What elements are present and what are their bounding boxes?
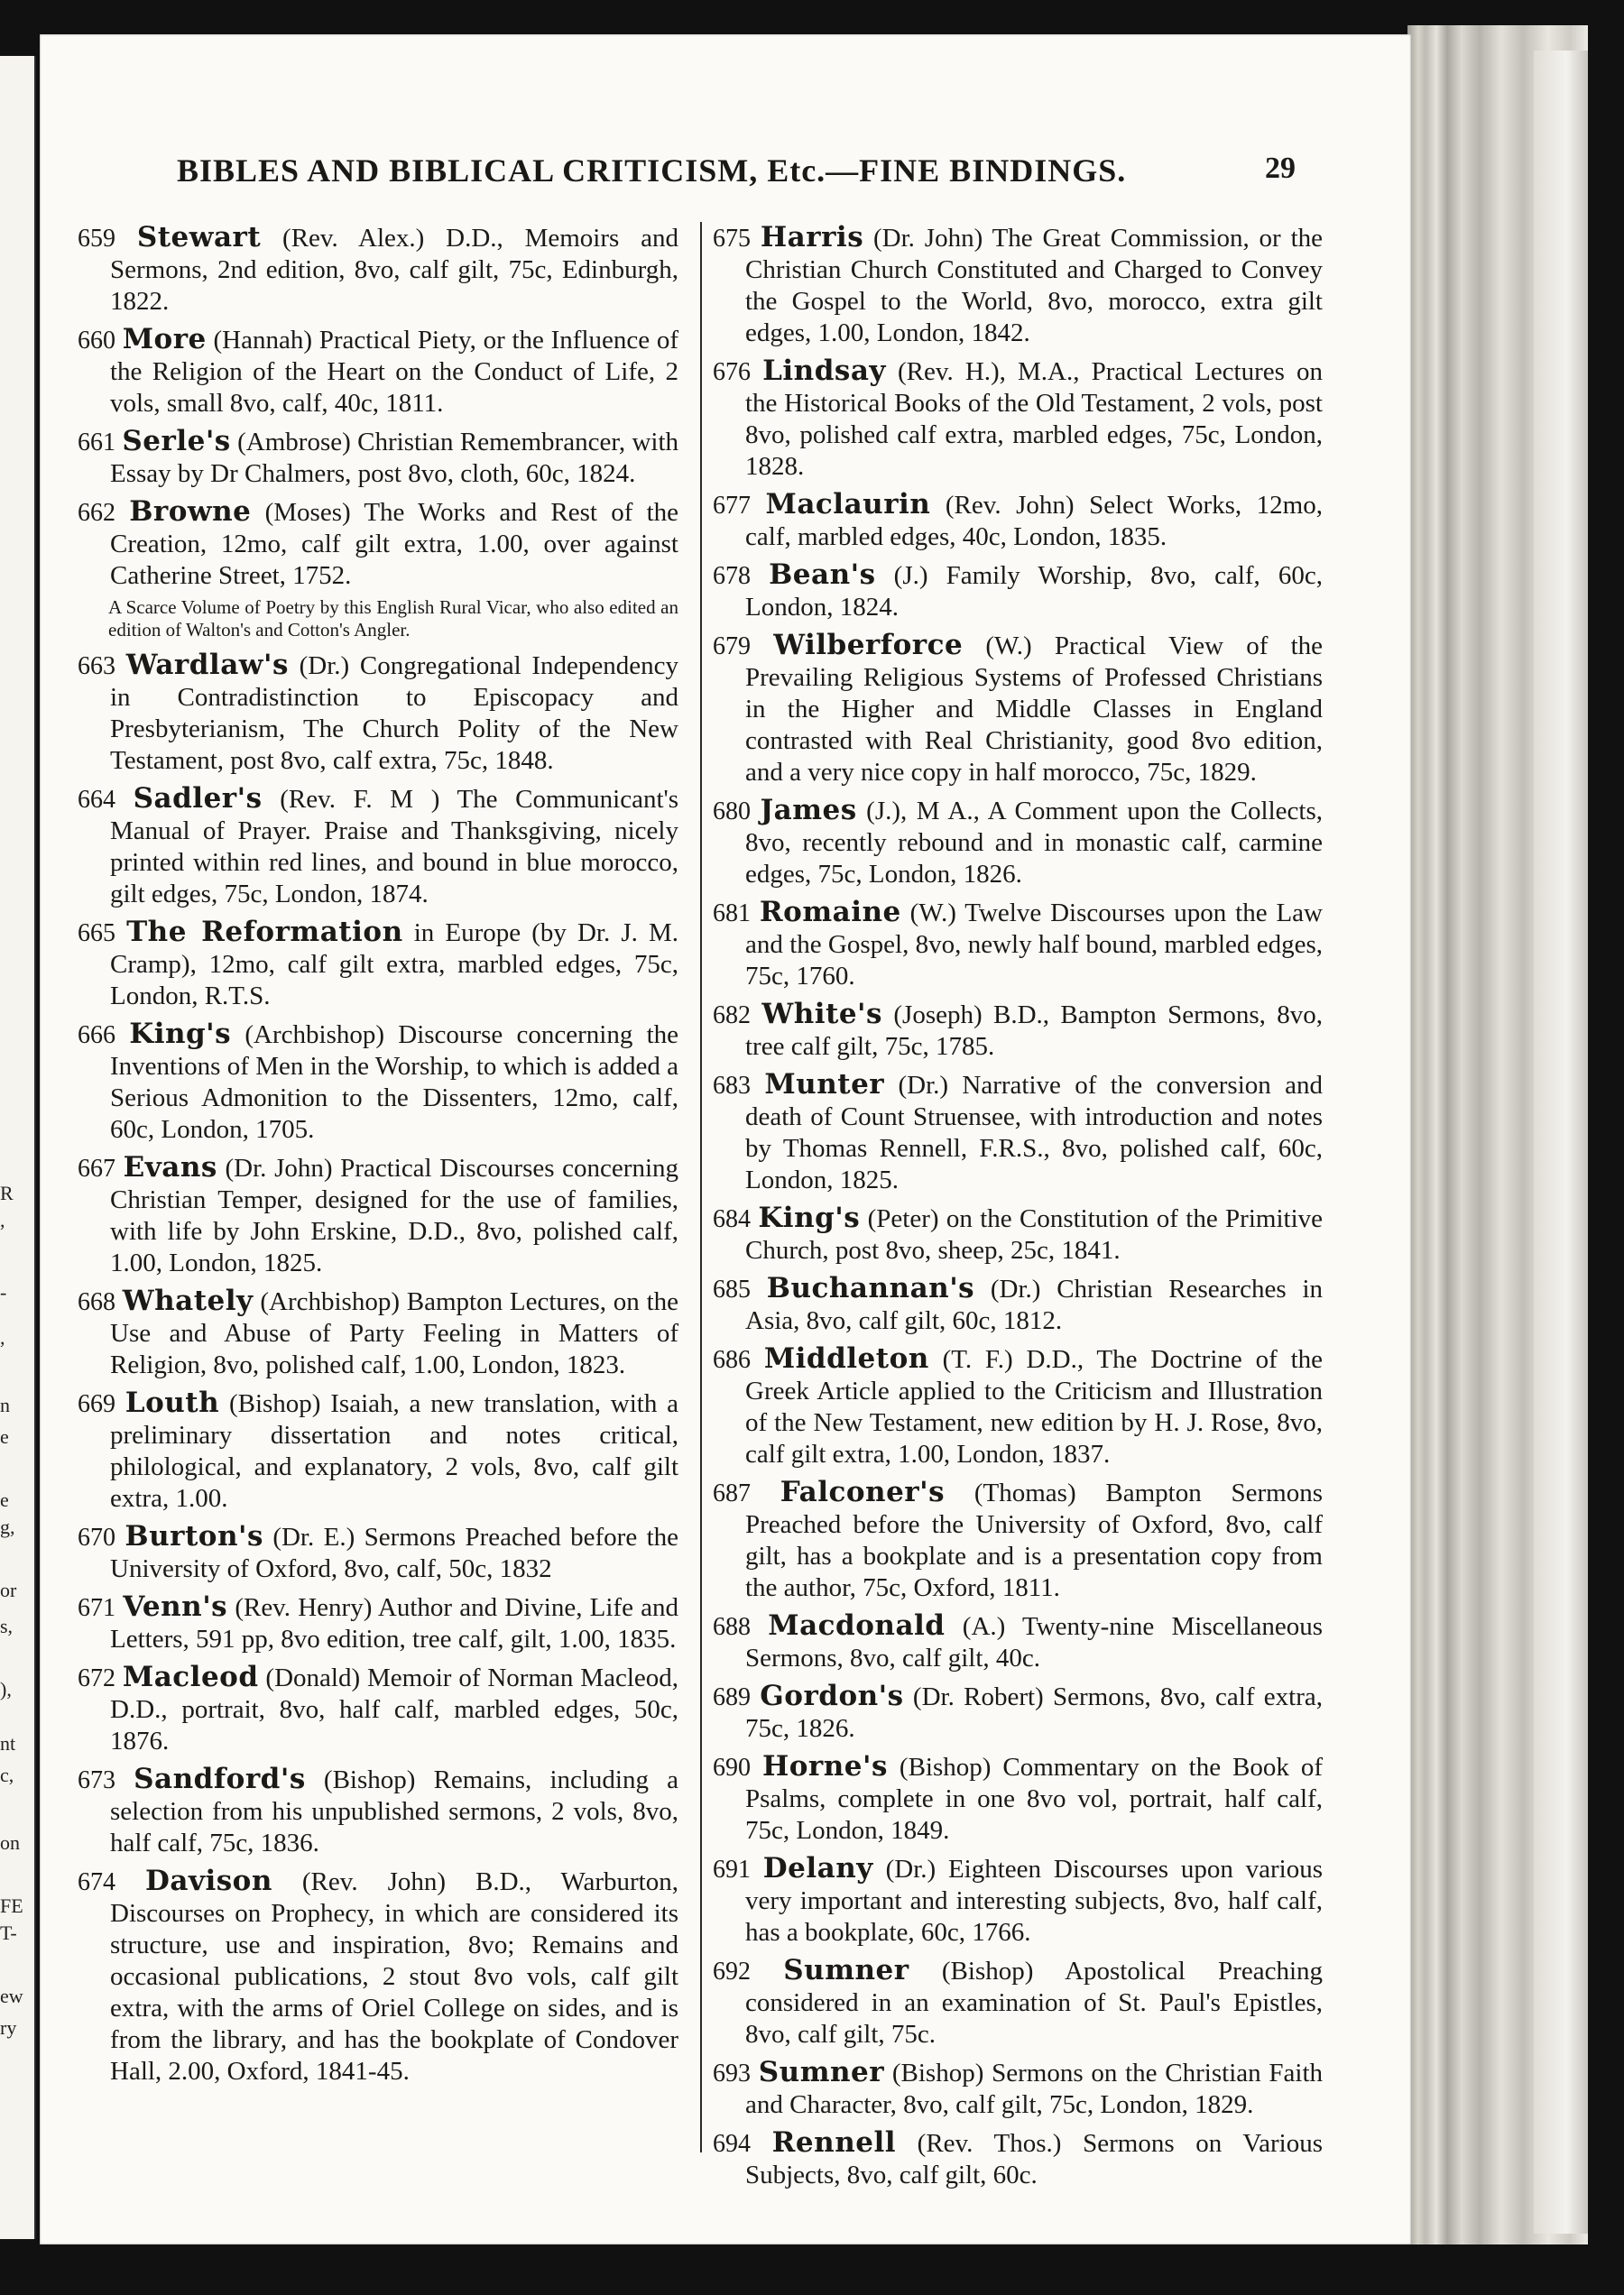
entry-number: 668 [78,1288,115,1316]
entry-number: 677 [713,492,751,520]
entry-author: Venn's [123,1590,228,1623]
catalogue-entry [78,1387,678,1515]
catalogue-entry [713,1681,1323,1745]
margin-fragment: n [0,1394,10,1416]
entry-author: James [760,794,857,826]
entry-author: Munter [764,1068,885,1101]
entry-author: Harris [760,221,864,253]
margin-fragment: e [0,1489,9,1511]
entry-description: (Moses) The Works and Rest of the Creation, 12mo, calf gilt extra, 1.00, over against Catherine Street, 1752. [110,498,678,590]
catalogue-entry [78,1591,678,1655]
entry-author: King's [758,1202,861,1234]
entry-author: Maclaurin [765,488,931,521]
margin-fragment: on [0,1831,20,1854]
entry-description: (Dr.) Eighteen Discourses upon various very important and interesting subjects, 8vo, half calf, has a bookplate, 60c, 1766. [745,1855,1324,1947]
left-column [78,222,678,2094]
entry-number: 676 [713,358,751,386]
entry-description: (Archbishop) Discourse concerning the Inventions of Men in the Worship, to which is added a Serious Admonition to the Dissenters, 12mo, calf, 60c, London, 1705. [110,1020,678,1144]
entry-author: Sandford's [134,1763,306,1795]
entry-number: 666 [78,1021,115,1049]
margin-fragment: T- [0,1922,17,1944]
entry-note: A Scarce Volume of Poetry by this English Rural Vicar, who also edited an edition of Walton's and Cotton's Angler. [108,596,678,641]
margin-fragment: ry [0,2016,17,2039]
entry-description: (Peter) on the Constitution of the Primitive Church, post 8vo, sheep, 25c, 1841. [745,1204,1323,1265]
margin-fragment: - [0,1281,7,1304]
entry-description: (T. F.) D.D., The Doctrine of the Greek Article applied to the Criticism and Illustration of the New Testament, new edition by H. J. Rose, 8vo, calf gilt extra, 1.00, London, 1837. [745,1345,1323,1469]
entry-number: 694 [713,2130,751,2158]
entry-description: (Dr.) Christian Researches in Asia, 8vo, calf gilt, 60c, 1812. [745,1275,1323,1335]
entry-number: 671 [78,1594,115,1622]
entry-number: 674 [78,1868,115,1896]
margin-fragment: FE [0,1894,23,1917]
entry-number: 678 [713,562,751,590]
margin-fragment: nt [0,1732,16,1755]
catalogue-entry [713,1477,1323,1604]
entry-description: (J.) Family Worship, 8vo, calf, 60c, London, 1824. [745,561,1323,622]
entry-description: (Bishop) Isaiah, a new translation, with a preliminary dissertation and notes critical, philological, and explanatory, 2 vols, 8vo, calf gilt extra, 1.00. [110,1389,678,1513]
entry-description: (Dr.) Congregational Independency in Contradistinction to Episcopacy and Presbyterianism, The Church Polity of the New Testament, post 8vo, calf extra, 75c, 1848. [110,651,679,775]
entry-description: (Bishop) Apostolical Preaching considered in an examination of St. Paul's Epistles, 8vo, calf gilt, 75c. [745,1957,1323,2049]
entry-number: 683 [713,1072,751,1100]
entry-number: 673 [78,1766,115,1794]
catalogue-entry [713,999,1323,1063]
previous-page-edge [0,56,36,2239]
margin-fragment: c, [0,1764,14,1786]
entry-description: (Hannah) Practical Piety, or the Influence of the Religion of the Heart on the Conduct of Life, 2 vols, small 8vo, calf, 40c, 1811. [110,326,679,418]
entry-author: Macdonald [768,1609,946,1642]
margin-fragment: ew [0,1985,23,2007]
margin-fragment: , [0,1209,5,1231]
page-title: BIBLES AND BIBLICAL CRITICISM, Etc.—FINE BINDINGS. [177,152,1127,189]
entry-author: Delany [762,1852,873,1885]
margin-fragment: or [0,1579,17,1601]
entry-author: Evans [123,1151,217,1184]
catalogue-entry [713,795,1323,890]
catalogue-entry [78,783,678,910]
catalogue-entry [78,917,678,1012]
entry-number: 680 [713,797,751,825]
entry-number: 661 [78,429,115,456]
entry-description: (Dr.) Narrative of the conversion and death of Count Struensee, with introduction and notes by Thomas Rennell, F.R.S., 8vo, polished calf, 60c, London, 1825. [745,1071,1323,1194]
entry-number: 687 [713,1479,751,1507]
entry-description: (Thomas) Bampton Sermons Preached before the University of Oxford, 8vo, calf gilt, has a bookplate and is a presentation copy from the author, 75c, Oxford, 1811. [745,1479,1324,1602]
entry-number: 672 [78,1664,115,1692]
entry-number: 660 [78,327,115,355]
entry-number: 669 [78,1390,115,1418]
entry-author: Middleton [763,1342,929,1375]
catalogue-entry [713,1343,1323,1470]
entry-number: 681 [713,899,751,927]
catalogue-entry [713,1203,1323,1267]
entry-author: Browne [129,495,252,528]
entry-description: (Dr. Robert) Sermons, 8vo, calf extra, 75c, 1826. [745,1682,1323,1743]
entry-author: Sadler's [133,782,263,815]
column-divider [700,222,702,2152]
catalogue-entry [78,1764,678,1859]
margin-fragment: e [0,1425,9,1448]
entry-author: Burton's [125,1520,263,1553]
entry-description: (Rev. John) Select Works, 12mo, calf, marbled edges, 40c, London, 1835. [745,491,1323,551]
catalogue-entry [78,1152,678,1279]
entry-number: 691 [713,1856,751,1884]
catalogue-entry [78,496,678,592]
entry-description: (Dr. John) The Great Commission, or the Christian Church Constituted and Charged to Convey the Gospel to the World, 8vo, morocco, extra gilt edges, 1.00, London, 1842. [745,224,1324,347]
entry-description: (J.), M A., A Comment upon the Collects, 8vo, recently rebound and in monastic calf, carmine edges, 75c, London, 1826. [745,797,1323,889]
entry-description: (Donald) Memoir of Norman Macleod, D.D., portrait, 8vo, half calf, marbled edges, 50c, 1876. [110,1664,678,1756]
catalogue-entry [713,1273,1323,1337]
entry-description: (Rev. Thos.) Sermons on Various Subjects, 8vo, calf gilt, 60c. [745,2129,1324,2189]
catalogue-entry [78,324,678,419]
margin-fragment: R [0,1182,14,1204]
entry-author: Macleod [122,1661,259,1693]
margin-fragment: , [0,1326,5,1349]
entry-description: (W.) Practical View of the Prevailing Religious Systems of Professed Christians in the Higher and Middle Classes in England contrasted with Real Christianity, good 8vo edition, and a very nice copy in half morocco, 75c, 1829. [745,631,1324,787]
entry-description: (Rev. F. M ) The Communicant's Manual of Prayer. Praise and Thanksgiving, nicely printed within red lines, and bound in blue morocco, gilt edges, 75c, London, 1874. [110,785,679,908]
entry-description: (Rev. H.), M.A., Practical Lectures on the Historical Books of the Old Testament, 2 vols, post 8vo, polished calf extra, marbled edges, 75c, London, 1828. [745,357,1324,481]
entry-number: 659 [78,225,115,253]
book-page-edges-outer [1534,51,1588,2234]
entry-description: (Archbishop) Bampton Lectures, on the Use and Abuse of Party Feeling in Matters of Religion, 8vo, polished calf, 1.00, London, 1823. [110,1287,679,1379]
entry-author: Romaine [759,896,901,928]
entry-author: Wardlaw's [125,649,289,681]
entry-number: 670 [78,1524,115,1552]
entry-number: 690 [713,1754,751,1782]
entry-description: (Joseph) B.D., Bampton Sermons, 8vo, tree calf gilt, 75c, 1785. [745,1000,1323,1061]
catalogue-entry [713,897,1323,992]
catalogue-entry [713,559,1323,623]
catalogue-entry [713,355,1323,483]
entry-author: Stewart [136,221,262,253]
catalogue-entry [713,1751,1323,1847]
entry-number: 662 [78,499,115,527]
entry-author: Sumner [758,2056,885,2088]
catalogue-entry [78,1018,678,1146]
margin-fragment: s, [0,1615,14,1637]
entry-number: 667 [78,1155,115,1183]
entry-number: 663 [78,652,115,680]
catalogue-entry [713,1853,1323,1949]
entry-number: 688 [713,1613,751,1641]
catalogue-entry [713,2057,1323,2121]
entry-author: Sumner [783,1954,909,1986]
entry-author: Davison [144,1865,272,1897]
page-number: 29 [1265,152,1296,185]
catalogue-entry [713,1069,1323,1196]
entry-author: Serle's [122,425,231,457]
entry-author: White's [761,998,882,1030]
entry-number: 692 [713,1958,751,1986]
entry-description: (Rev. John) B.D., Warburton, Discourses on Prophecy, in which are considered its structure, use and inspiration, 8vo; Remains and occasional publications, 2 stout 8vo vols, calf gilt extra, with the arms of Oriel College on sides, and is from the library, and has the bookplate of Condover Hall, 2.00, Oxford, 1841-45. [110,1867,678,2086]
catalogue-entry [78,1662,678,1757]
entry-number: 682 [713,1001,751,1029]
entry-author: Falconer's [780,1476,946,1508]
entry-description: (W.) Twelve Discourses upon the Law and the Gospel, 8vo, newly half bound, marbled edges, 75c, 1760. [745,899,1323,991]
entry-description: (Rev. Henry) Author and Divine, Life and Letters, 591 pp, 8vo edition, tree calf, gilt, 1.00, 1835. [110,1593,679,1654]
entry-author: Lindsay [762,355,886,387]
catalogue-entry [78,1866,678,2088]
catalogue-entry [78,650,678,777]
entry-author: Gordon's [760,1680,904,1712]
entry-author: Bean's [769,558,876,591]
entry-author: Horne's [761,1750,888,1783]
catalogue-entry [713,2127,1323,2191]
entry-author: The Reformation [126,916,403,948]
entry-description: (Dr. John) Practical Discourses concerning Christian Temper, designed for the use of families, with life by John Erskine, D.D., 8vo, polished calf, 1.00, London, 1825. [110,1154,678,1277]
entry-number: 679 [713,632,751,660]
entry-description: (Bishop) Commentary on the Book of Psalms, complete in one 8vo vol, portrait, half calf, 75c, London, 1849. [745,1753,1324,1845]
catalogue-entry [713,1610,1323,1674]
catalogue-entry [78,1521,678,1585]
entry-description: (Dr. E.) Sermons Preached before the University of Oxford, 8vo, calf, 50c, 1832 [110,1523,679,1583]
entry-author: Whately [122,1285,254,1317]
entry-author: Louth [125,1387,220,1419]
entry-author: Rennell [771,2126,897,2159]
entry-description: in Europe (by Dr. J. M. Cramp), 12mo, calf gilt extra, marbled edges, 75c, London, R.T.S. [110,918,679,1010]
entry-author: Buchannan's [766,1272,975,1304]
entry-number: 686 [713,1346,751,1374]
entry-description: (A.) Twenty-nine Miscellaneous Sermons, 8vo, calf gilt, 40c. [745,1612,1323,1673]
entry-author: More [122,323,207,355]
right-column [713,222,1323,2198]
entry-author: King's [129,1018,232,1050]
entry-number: 665 [78,919,115,947]
catalogue-entry [78,1286,678,1381]
entry-description: (Rev. Alex.) D.D., Memoirs and Sermons, 2nd edition, 8vo, calf gilt, 75c, Edinburgh, 1822. [110,224,679,316]
entry-description: (Bishop) Sermons on the Christian Faith and Character, 8vo, calf gilt, 75c, London, 1829. [745,2059,1324,2119]
entry-description: (Ambrose) Christian Remembrancer, with Essay by Dr Chalmers, post 8vo, cloth, 60c, 1824. [110,428,678,488]
entry-number: 675 [713,225,751,253]
entry-description: (Bishop) Remains, including a selection from his unpublished sermons, 2 vols, 8vo, half calf, 75c, 1836. [110,1765,678,1857]
margin-fragment: ), [0,1678,12,1701]
page-header [177,152,1296,206]
entry-number: 689 [713,1683,751,1711]
entry-number: 685 [713,1276,751,1304]
entry-number: 664 [78,786,115,814]
catalogue-entry [713,489,1323,553]
catalogue-entry [713,630,1323,788]
margin-fragment: g, [0,1516,15,1538]
entry-number: 693 [713,2060,751,2088]
catalogue-entry [78,426,678,490]
entry-number: 684 [713,1205,751,1233]
catalogue-entry [713,222,1323,349]
catalogue-entry [78,222,678,318]
entry-author: Wilberforce [773,629,964,661]
catalogue-entry [713,1955,1323,2051]
